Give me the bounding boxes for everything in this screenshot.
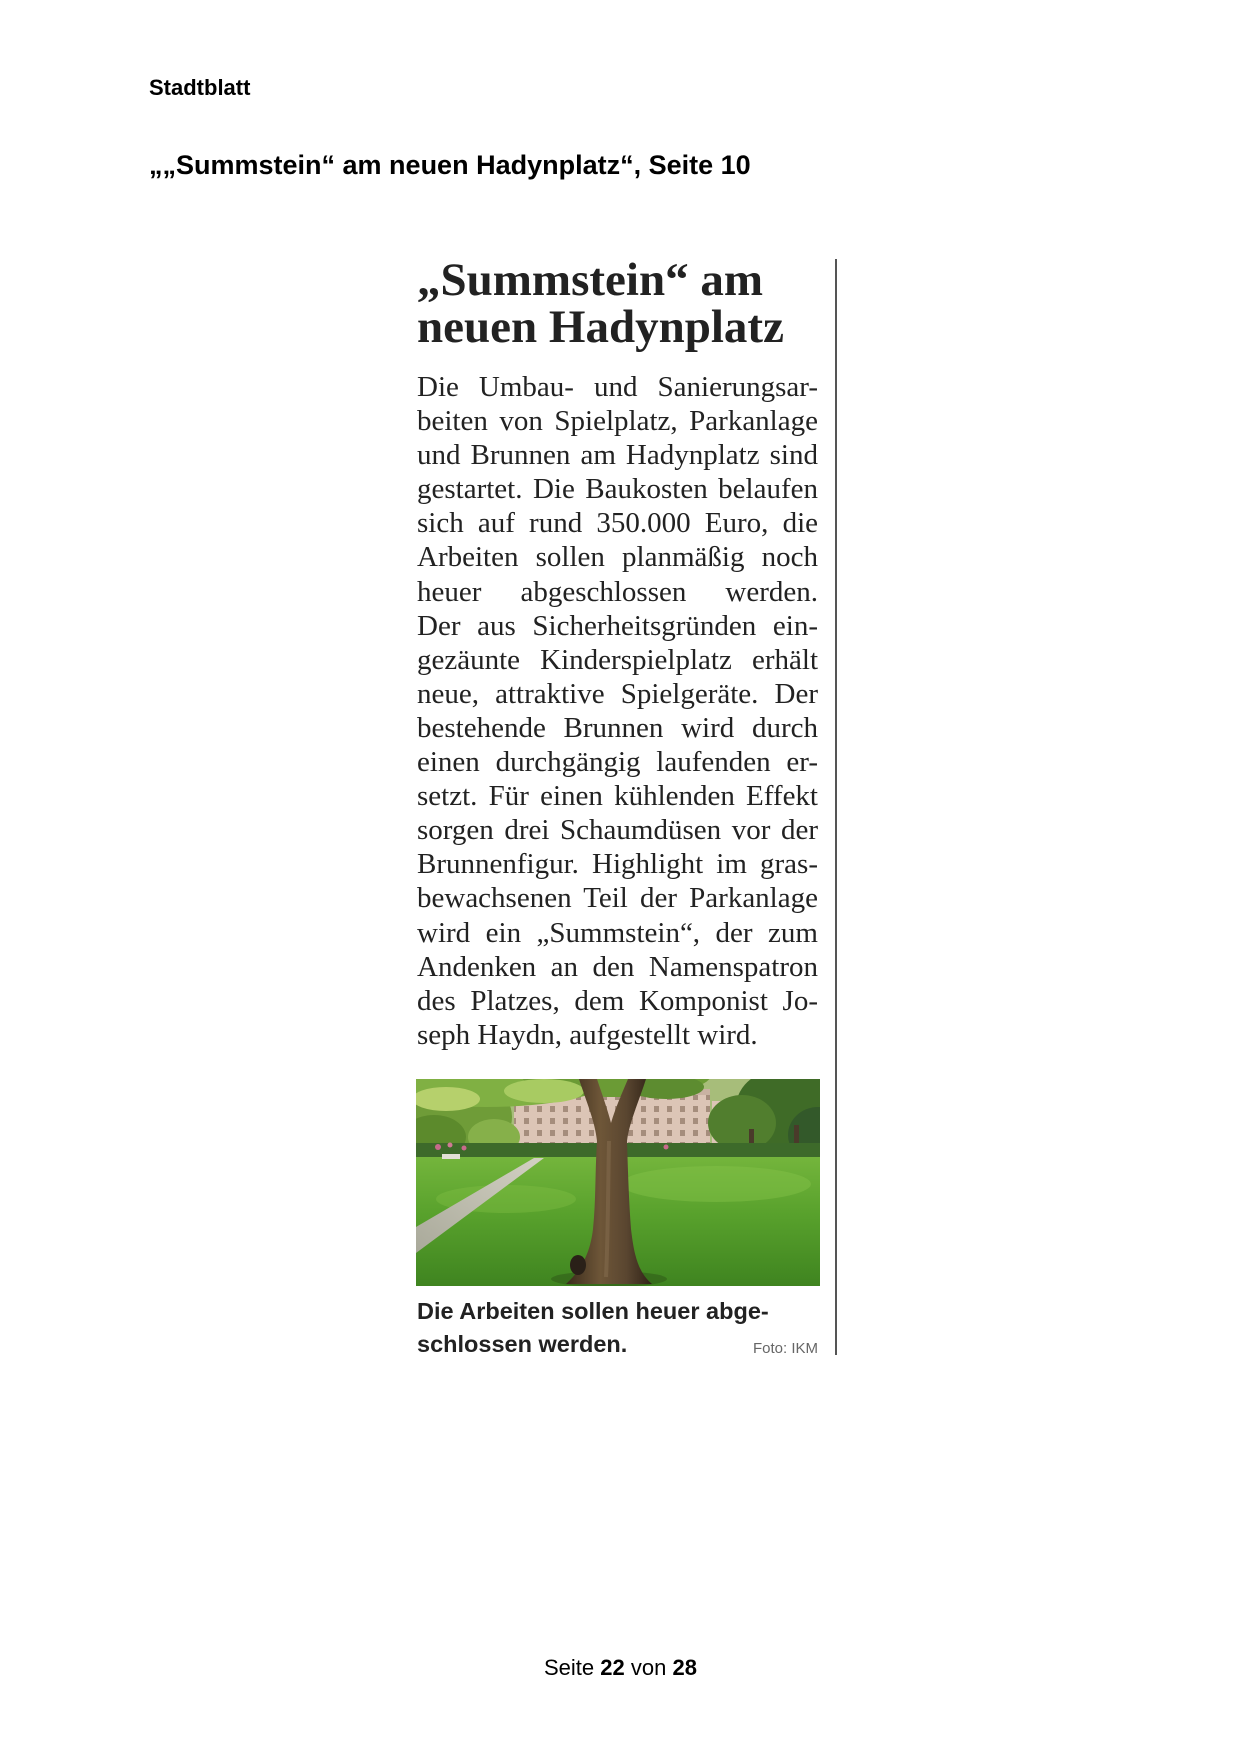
body-line: bestehende Brunnen wird durch [417, 711, 818, 744]
body-line: setzt. Für einen kühlenden Effekt [417, 780, 818, 813]
headline-line: neuen Hadynplatz [417, 300, 784, 353]
caption-line: schlossen werden. [417, 1331, 628, 1357]
photo-bench [442, 1154, 460, 1159]
body-line: Andenken an den Namenspatron [417, 950, 818, 983]
column-rule [835, 259, 837, 1355]
page-label: Seite [544, 1655, 595, 1680]
body-line: sorgen drei Schaumdüsen vor der [417, 814, 818, 847]
page-number-current: 22 [600, 1655, 625, 1680]
body-line: Brunnenfigur. Highlight im gras- [417, 848, 818, 881]
article-reference: „„Summstein“ am neuen Hadynplatz“, Seite 10 [149, 150, 751, 180]
body-line: neue, attraktive Spielgeräte. Der [417, 677, 818, 710]
page-number-total: 28 [672, 1655, 697, 1680]
body-line: beiten von Spielplatz, Parkanlage [417, 405, 818, 438]
body-line: heuer abgeschlossen werden. [417, 575, 818, 608]
page-of-label: von [630, 1655, 667, 1680]
body-line: und Brunnen am Hadynplatz sind [417, 439, 818, 472]
park-photo [416, 1079, 820, 1286]
page-footer [0, 1657, 1241, 1679]
body-line: einen durchgängig laufenden er- [417, 746, 818, 779]
body-line: bewachsenen Teil der Parkanlage [417, 882, 818, 915]
headline-line: „Summstein“ am [417, 254, 763, 306]
body-line: gestartet. Die Baukosten belaufen [417, 473, 818, 506]
body-line: Der aus Sicherheitsgründen ein- [417, 609, 818, 642]
body-line: wird ein „Summstein“, der zum [417, 916, 818, 949]
body-line: gezäunte Kinderspielplatz erhält [417, 643, 818, 676]
clipping-headline [417, 254, 818, 353]
clipping-body [417, 370, 818, 1052]
body-line: Arbeiten sollen planmäßig noch [417, 541, 818, 574]
photo-caption [417, 1295, 769, 1361]
photo-credit: Foto: IKM [752, 1340, 818, 1357]
caption-line: Die Arbeiten sollen heuer abge- [417, 1298, 769, 1324]
body-line: des Platzes, dem Komponist Jo- [417, 984, 818, 1017]
source-name: Stadtblatt [149, 75, 251, 100]
body-line: Die Umbau- und Sanierungsar- [417, 371, 818, 403]
body-line: sich auf rund 350.000 Euro, die [417, 507, 818, 540]
body-line: seph Haydn, aufgestellt wird. [417, 1018, 758, 1051]
